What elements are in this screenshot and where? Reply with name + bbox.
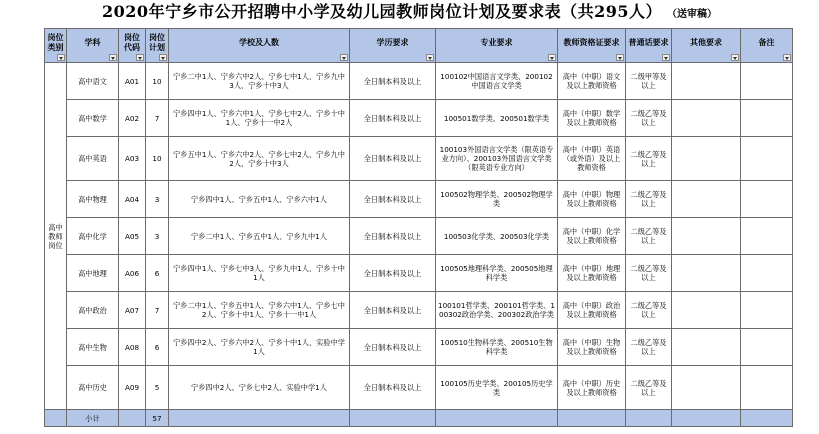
subject-cell: 高中化学 [67,218,119,255]
title-main: 2020年宁乡市公开招聘中小学及幼儿园教师岗位计划及要求表（共295人） [102,2,662,21]
subject-cell: 高中生物 [67,329,119,366]
schools-cell: 宁乡四中2人、宁乡六中2人、宁乡十中1人、实验中学1人 [169,329,350,366]
header-plan[interactable]: 岗位计划 [146,29,169,63]
header-remark[interactable]: 备注 [741,29,793,63]
subtotal-empty-cell [45,410,67,427]
filter-dropdown-icon[interactable] [616,54,624,61]
code-cell: A08 [119,329,146,366]
subtotal-empty-cell [436,410,558,427]
mandarin-cell: 二级乙等及以上 [626,255,672,292]
subtotal-empty-cell [350,410,436,427]
plan-cell: 3 [146,218,169,255]
subtotal-plan: 57 [146,410,169,427]
subtotal-empty-cell [626,410,672,427]
remark-cell [741,329,793,366]
subject-cell: 高中物理 [67,181,119,218]
header-schools[interactable]: 学校及人数 [169,29,350,63]
remark-cell [741,218,793,255]
major-cell: 100105历史学类、200105历史学类 [436,366,558,410]
filter-dropdown-icon[interactable] [109,54,117,61]
table-row [45,100,793,137]
filter-dropdown-icon[interactable] [548,54,556,61]
table-row [45,218,793,255]
subtotal-empty-cell [169,410,350,427]
subtotal-empty-cell [741,410,793,427]
schools-cell: 宁乡四中2人、宁乡七中2人、实验中学1人 [169,366,350,410]
other-cell [672,292,741,329]
header-subject[interactable]: 学科 [67,29,119,63]
filter-dropdown-icon[interactable] [662,54,670,61]
code-cell: A04 [119,181,146,218]
table-row [45,63,793,100]
table-row [45,137,793,181]
table-row [45,329,793,366]
cert-cell: 高中（中职）物理及以上教师资格 [558,181,626,218]
major-cell: 100505地理科学类、200505地理科学类 [436,255,558,292]
category-cell: 高中教师岗位 [45,63,67,410]
subject-cell: 高中政治 [67,292,119,329]
plan-cell: 10 [146,63,169,100]
schools-cell: 宁乡四中1人、宁乡五中1人、宁乡六中1人 [169,181,350,218]
education-cell: 全日制本科及以上 [350,329,436,366]
header-major[interactable]: 专业要求 [436,29,558,63]
schools-cell: 宁乡二中1人、宁乡五中1人、宁乡六中1人、宁乡七中2人、宁乡十中1人、宁乡十一中1人 [169,292,350,329]
mandarin-cell: 二级甲等及以上 [626,63,672,100]
remark-cell [741,181,793,218]
header-row [45,29,793,63]
subject-cell: 高中英语 [67,137,119,181]
mandarin-cell: 二级乙等及以上 [626,329,672,366]
education-cell: 全日制本科及以上 [350,100,436,137]
major-cell: 100510生物科学类、200510生物科学类 [436,329,558,366]
schools-cell: 宁乡四中1人、宁乡七中3人、宁乡九中1人、宁乡十中1人 [169,255,350,292]
code-cell: A09 [119,366,146,410]
cert-cell: 高中（中职）数学及以上教师资格 [558,100,626,137]
education-cell: 全日制本科及以上 [350,137,436,181]
other-cell [672,100,741,137]
other-cell [672,366,741,410]
education-cell: 全日制本科及以上 [350,255,436,292]
filter-dropdown-icon[interactable] [57,54,65,61]
schools-cell: 宁乡二中1人、宁乡六中2人、宁乡七中1人、宁乡九中3人、宁乡十中3人 [169,63,350,100]
plan-cell: 5 [146,366,169,410]
filter-dropdown-icon[interactable] [731,54,739,61]
plan-cell: 7 [146,292,169,329]
education-cell: 全日制本科及以上 [350,63,436,100]
code-cell: A01 [119,63,146,100]
mandarin-cell: 二级乙等及以上 [626,292,672,329]
major-cell: 100501数学类、200501数学类 [436,100,558,137]
education-cell: 全日制本科及以上 [350,181,436,218]
cert-cell: 高中（中职）英语（或外语）及以上教师资格 [558,137,626,181]
remark-cell [741,292,793,329]
page-title [0,0,819,24]
title-note: （送审稿） [671,9,717,20]
mandarin-cell: 二级乙等及以上 [626,137,672,181]
plan-cell: 7 [146,100,169,137]
subject-cell: 高中历史 [67,366,119,410]
other-cell [672,181,741,218]
filter-dropdown-icon[interactable] [340,54,348,61]
remark-cell [741,255,793,292]
subtotal-empty-cell [558,410,626,427]
mandarin-cell: 二级乙等及以上 [626,218,672,255]
plan-cell: 3 [146,181,169,218]
other-cell [672,137,741,181]
cert-cell: 高中（中职）化学及以上教师资格 [558,218,626,255]
other-cell [672,218,741,255]
filter-dropdown-icon[interactable] [136,54,144,61]
subject-cell: 高中语文 [67,63,119,100]
subtotal-empty-cell [672,410,741,427]
other-cell [672,63,741,100]
remark-cell [741,63,793,100]
code-cell: A07 [119,292,146,329]
remark-cell [741,100,793,137]
filter-dropdown-icon[interactable] [159,54,167,61]
plan-cell: 6 [146,255,169,292]
plan-cell: 10 [146,137,169,181]
header-cert[interactable]: 教师资格证要求 [558,29,626,63]
major-cell: 100502物理学类、200502物理学类 [436,181,558,218]
major-cell: 100503化学类、200503化学类 [436,218,558,255]
table-row [45,255,793,292]
other-cell [672,329,741,366]
code-cell: A03 [119,137,146,181]
header-code[interactable]: 岗位代码 [119,29,146,63]
header-mandarin[interactable]: 普通话要求 [626,29,672,63]
plan-cell: 6 [146,329,169,366]
schools-cell: 宁乡二中1人、宁乡五中1人、宁乡九中1人 [169,218,350,255]
header-other[interactable]: 其他要求 [672,29,741,63]
code-cell: A02 [119,100,146,137]
cert-cell: 高中（中职）地理及以上教师资格 [558,255,626,292]
major-cell: 100102中国语言文学类、200102中国语言文学类 [436,63,558,100]
filter-dropdown-icon[interactable] [783,54,791,61]
code-cell: A06 [119,255,146,292]
education-cell: 全日制本科及以上 [350,366,436,410]
cert-cell: 高中（中职）语文及以上教师资格 [558,63,626,100]
subject-cell: 高中地理 [67,255,119,292]
education-cell: 全日制本科及以上 [350,218,436,255]
table-row [45,292,793,329]
subtotal-row [45,410,793,427]
subject-cell: 高中数学 [67,100,119,137]
header-category[interactable]: 岗位类别 [45,29,67,63]
mandarin-cell: 二级乙等及以上 [626,366,672,410]
major-cell: 100103外国语言文学类（限英语专业方向）、200103外国语言文学类（限英语专业方向） [436,137,558,181]
table-row [45,366,793,410]
remark-cell [741,137,793,181]
cert-cell: 高中（中职）历史及以上教师资格 [558,366,626,410]
header-education[interactable]: 学历要求 [350,29,436,63]
subtotal-empty-cell [119,410,146,427]
mandarin-cell: 二级乙等及以上 [626,100,672,137]
education-cell: 全日制本科及以上 [350,292,436,329]
major-cell: 100101哲学类、200101哲学类、100302政治学类、200302政治学类 [436,292,558,329]
remark-cell [741,366,793,410]
schools-cell: 宁乡四中1人、宁乡六中1人、宁乡七中2人、宁乡十中1人、宁乡十一中2人 [169,100,350,137]
schools-cell: 宁乡五中1人、宁乡六中2人、宁乡七中2人、宁乡九中2人、宁乡十中3人 [169,137,350,181]
other-cell [672,255,741,292]
recruitment-table [44,28,793,427]
subtotal-label: 小计 [67,410,119,427]
cert-cell: 高中（中职）政治及以上教师资格 [558,292,626,329]
cert-cell: 高中（中职）生物及以上教师资格 [558,329,626,366]
mandarin-cell: 二级乙等及以上 [626,181,672,218]
filter-dropdown-icon[interactable] [426,54,434,61]
code-cell: A05 [119,218,146,255]
table-row [45,181,793,218]
